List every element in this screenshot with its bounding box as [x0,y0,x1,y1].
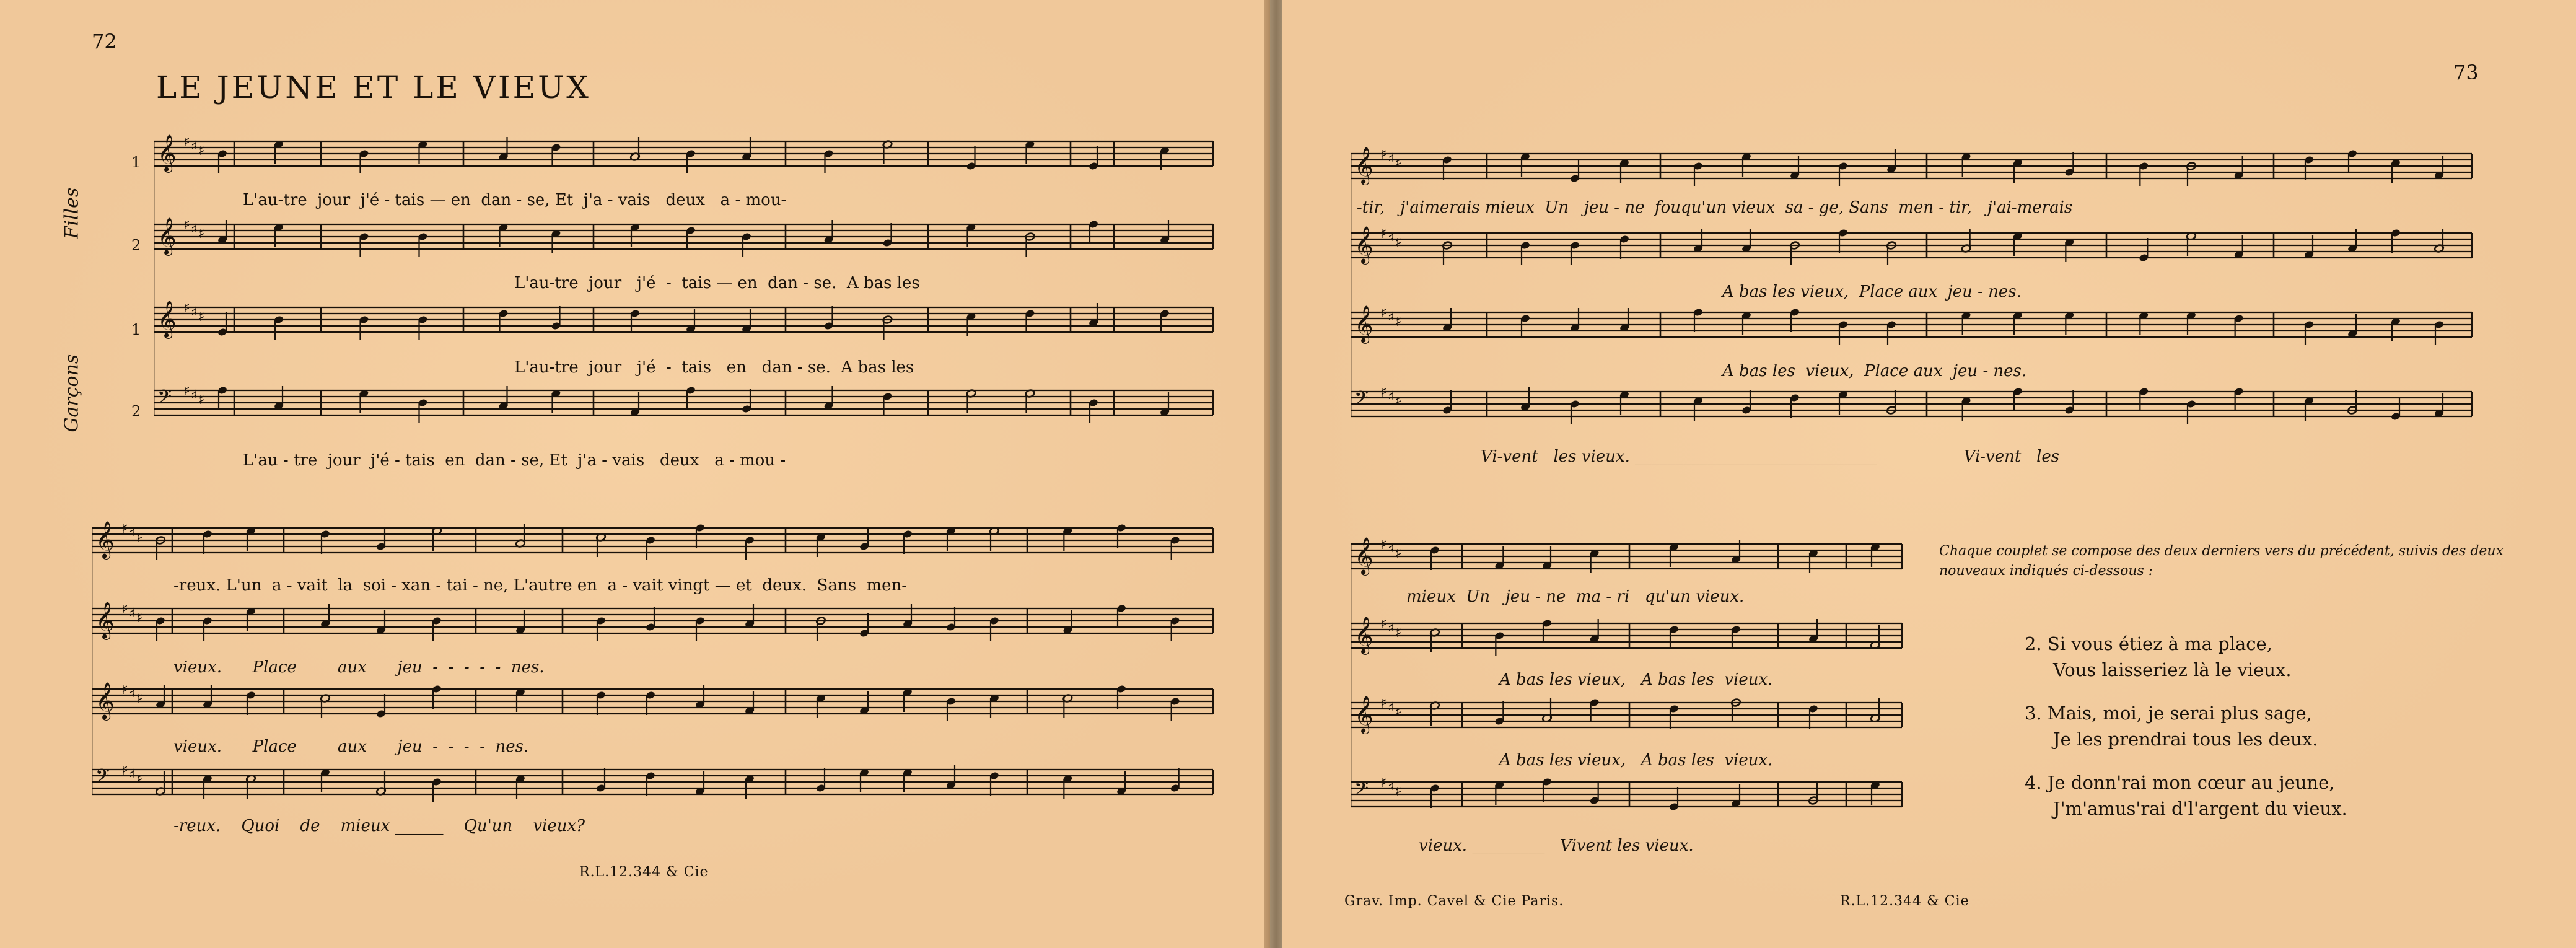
sharp-icon: ♯ [198,309,205,325]
sharp-icon: ♯ [129,687,136,702]
treble-clef-icon: 𝄞 [95,682,115,719]
voice-number: 2 [131,403,141,420]
printer-credit: Grav. Imp. Cavel & Cie Paris. [1344,893,1564,909]
sharp-icon: ♯ [1380,305,1387,321]
sharp-icon: ♯ [129,606,136,621]
lyrics-s2-v4: -reux. Quoi de mieux ______ Qu'un vieux? [173,817,585,835]
sharp-icon: ♯ [1395,156,1402,171]
lyrics-r1-v4: Vi-vent les vieux. ______________________________ Vi-vent les [1481,447,2060,466]
sharp-icon: ♯ [191,388,198,403]
sharp-icon: ♯ [1388,621,1395,636]
lyrics-r2-v4: vieux. _________ Vivent les vieux. [1419,836,1694,855]
sharp-icon: ♯ [121,602,128,617]
bass-clef-icon: 𝄢 [1354,778,1369,804]
sharp-icon: ♯ [136,691,143,706]
footer-code: R.L.12.344 & Cie [1840,893,1969,909]
music-system-right-2 [1351,0,1970,843]
lyrics-s1-v2: L'au-tre jour j'é - tais — en dan - se. A bas les [514,274,920,292]
sharp-icon: ♯ [1380,537,1387,553]
lyrics-s1-v4: L'au - tre jour j'é - tais en dan - se, Et j'a - vais deux a - mou - [243,451,786,470]
sharp-icon: ♯ [183,217,190,233]
sharp-icon: ♯ [1395,704,1402,720]
lyrics-r2-v2: A bas les vieux, A bas les vieux. [1499,670,1773,689]
sharp-icon: ♯ [1388,542,1395,557]
sharp-icon: ♯ [1388,389,1395,405]
footer-code: R.L.12.344 & Cie [579,864,709,880]
sharp-icon: ♯ [121,521,128,537]
sharp-icon: ♯ [1380,696,1387,711]
lyrics-s1-v3: L'au-tre jour j'é - tais en dan - se. A bas les [514,358,914,377]
sharp-icon: ♯ [129,767,136,783]
lyrics-s2-v2: vieux. Place aux jeu - - - - - nes. [173,658,545,677]
sharp-icon: ♯ [136,610,143,626]
treble-clef-icon: 𝄞 [1354,305,1373,343]
sharp-icon: ♯ [191,139,198,154]
sharp-icon: ♯ [1388,230,1395,246]
sharp-icon: ♯ [183,384,190,399]
sharp-icon: ♯ [1395,625,1402,641]
lyrics-s2-v1: -reux. L'un a - vait la soi - xan - tai - ne, L'autre en a - vait vingt — et deux. Sans men- [173,576,908,595]
sharp-icon: ♯ [198,143,205,159]
sharp-icon: ♯ [1395,546,1402,561]
treble-clef-icon: 𝄞 [157,301,177,338]
treble-clef-icon: 𝄞 [1354,537,1373,574]
sharp-icon: ♯ [183,301,190,316]
sharp-icon: ♯ [1388,700,1395,716]
treble-clef-icon: 𝄞 [1354,226,1373,263]
group-label-filles: Filles [61,187,83,239]
verse-2: 2. Si vous étiez à ma place, Vous laisseriez là le vieux. [2025,633,2292,681]
sharp-icon: ♯ [136,771,143,787]
sharp-icon: ♯ [183,134,190,150]
sharp-icon: ♯ [121,763,128,778]
sharp-icon: ♯ [198,226,205,242]
sharp-icon: ♯ [1380,226,1387,242]
sharp-icon: ♯ [129,525,136,541]
sharp-icon: ♯ [1395,393,1402,409]
song-title: LE JEUNE ET LE VIEUX [156,69,591,105]
lyrics-r2-v3: A bas les vieux, A bas les vieux. [1499,751,1773,770]
sharp-icon: ♯ [1395,235,1402,250]
sharp-icon: ♯ [1388,779,1395,795]
music-system-left-2 [92,0,1225,843]
voice-number: 1 [131,321,141,338]
couplet-note: Chaque couplet se compose des deux derniers vers du précédent, suivis des deux nouveaux indiqués ci-dessous : [1939,543,2504,579]
bass-clef-icon: 𝄢 [95,766,110,791]
sharp-icon: ♯ [1395,314,1402,330]
treble-clef-icon: 𝄞 [157,217,177,255]
treble-clef-icon: 𝄞 [1354,617,1373,654]
sharp-icon: ♯ [191,305,198,320]
page-number: 73 [2453,61,2479,84]
treble-clef-icon: 𝄞 [157,134,177,172]
group-label-garcons: Garçons [61,354,83,432]
sharp-icon: ♯ [191,222,198,237]
lyrics-s1-v1: L'au-tre jour j'é - tais — en dan - se, Et j'a - vais deux a - mou- [243,191,787,209]
verse-3: 3. Mais, moi, je serai plus sage, Je les prendrai tous les deux. [2025,703,2318,750]
lyrics-r1-v1: -tir, j'aimerais mieux Un jeu - ne fouqu'un vieux sa - ge, Sans men - tir, j'ai-merais [1357,198,2073,217]
lyrics-s2-v3: vieux. Place aux jeu - - - - nes. [173,737,529,756]
sharp-icon: ♯ [1388,310,1395,325]
right-page [1282,0,2576,948]
treble-clef-icon: 𝄞 [1354,147,1373,184]
lyrics-r1-v2: A bas les vieux, Place aux jeu - nes. [1722,283,2022,301]
treble-clef-icon: 𝄞 [95,521,115,558]
sharp-icon: ♯ [136,530,143,545]
sharp-icon: ♯ [1380,147,1387,162]
sharp-icon: ♯ [1388,151,1395,167]
bass-clef-icon: 𝄢 [157,387,172,412]
treble-clef-icon: 𝄞 [95,602,115,639]
lyrics-r2-v1: mieux Un jeu - ne ma - ri qu'un vieux. [1406,587,1745,606]
sharp-icon: ♯ [121,682,128,698]
verse-4: 4. Je donn'rai mon cœur au jeune, J'm'amus'rai d'l'argent du vieux. [2025,772,2347,820]
sharp-icon: ♯ [1380,617,1387,632]
voice-number: 2 [131,237,141,254]
sharp-icon: ♯ [1380,385,1387,400]
page-number: 72 [92,30,117,53]
sharp-icon: ♯ [1380,775,1387,791]
voice-number: 1 [131,154,141,171]
left-page [0,0,1270,948]
sharp-icon: ♯ [198,392,205,408]
lyrics-r1-v3: A bas les vieux, Place aux jeu - nes. [1722,362,2027,380]
treble-clef-icon: 𝄞 [1354,696,1373,733]
sharp-icon: ♯ [1395,784,1402,799]
bass-clef-icon: 𝄢 [1354,388,1369,413]
